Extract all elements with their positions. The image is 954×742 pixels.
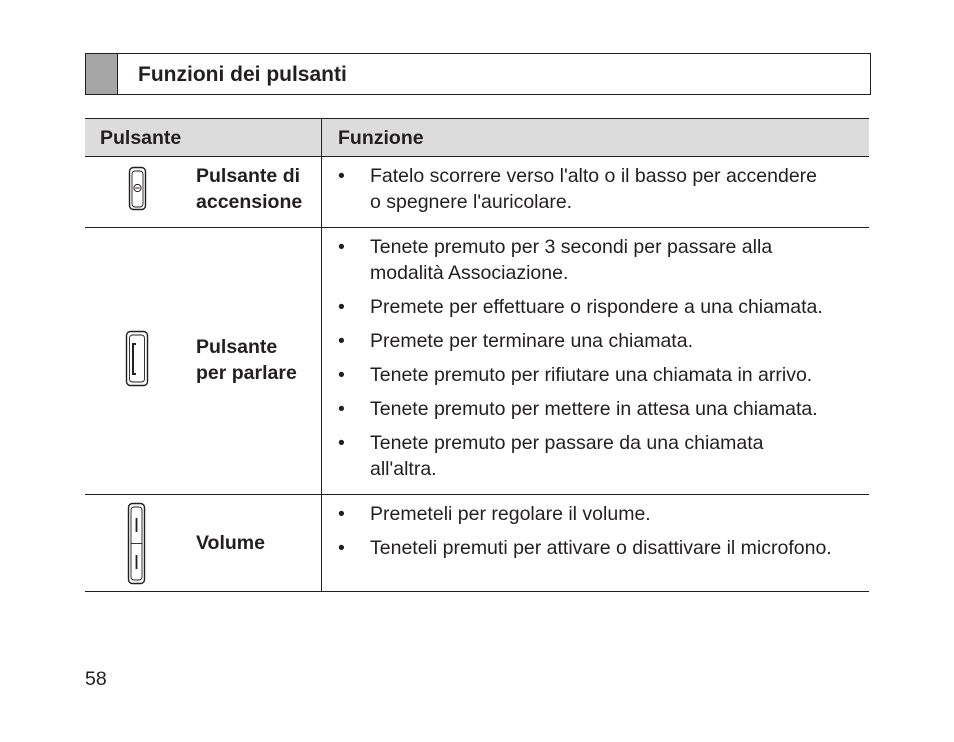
list-item bbox=[338, 163, 865, 215]
list-item bbox=[338, 430, 865, 482]
bullet: • bbox=[338, 236, 345, 258]
button-name-line: Pulsante bbox=[196, 336, 278, 358]
column-header-button: Pulsante bbox=[85, 119, 322, 157]
buttons-table bbox=[85, 118, 869, 592]
button-name-line: per parlare bbox=[196, 362, 297, 384]
button-name bbox=[196, 163, 302, 215]
button-name-line: Volume bbox=[196, 532, 265, 554]
button-name bbox=[196, 530, 265, 556]
list-item bbox=[338, 362, 865, 388]
section-title: Funzioni dei pulsanti bbox=[138, 63, 347, 86]
item-line: Tenete premuto per passare da una chiamata bbox=[370, 432, 764, 454]
bullet: • bbox=[338, 432, 345, 454]
function-cell bbox=[322, 228, 870, 495]
button-cell bbox=[85, 228, 322, 495]
page-number: 58 bbox=[85, 668, 107, 690]
list-item bbox=[338, 535, 865, 561]
button-name bbox=[196, 334, 297, 386]
function-list bbox=[338, 163, 865, 215]
section-marker bbox=[86, 54, 118, 94]
function-cell bbox=[322, 495, 870, 592]
function-list bbox=[338, 501, 865, 561]
list-item bbox=[338, 294, 865, 320]
bullet: • bbox=[338, 296, 345, 318]
button-cell bbox=[85, 157, 322, 228]
bullet: • bbox=[338, 364, 345, 386]
item-line: Premete per effettuare o rispondere a una chiamata. bbox=[370, 296, 823, 318]
item-line: Fatelo scorrere verso l'alto o il basso per accendere bbox=[370, 165, 818, 187]
function-cell bbox=[322, 157, 870, 228]
list-item bbox=[338, 328, 865, 354]
item-line: Tenete premuto per 3 secondi per passare alla bbox=[370, 236, 773, 258]
item-line: Premete per terminare una chiamata. bbox=[370, 330, 693, 352]
item-line: Teneteli premuti per attivare o disattivare il microfono. bbox=[370, 537, 832, 559]
item-line: modalità Associazione. bbox=[370, 262, 569, 284]
button-name-line: Pulsante di bbox=[196, 165, 301, 187]
bullet: • bbox=[338, 503, 345, 525]
button-name-line: accensione bbox=[196, 191, 303, 213]
table-row-power bbox=[85, 157, 869, 228]
item-line: o spegnere l'auricolare. bbox=[370, 191, 573, 213]
item-line: all'altra. bbox=[370, 458, 437, 480]
power-switch-icon bbox=[128, 166, 150, 212]
button-cell bbox=[85, 495, 322, 592]
table-row-volume bbox=[85, 495, 869, 592]
list-item bbox=[338, 396, 865, 422]
item-line: Tenete premuto per mettere in attesa una chiamata. bbox=[370, 398, 818, 420]
list-item bbox=[338, 234, 865, 286]
table-header-row bbox=[85, 119, 869, 157]
volume-button-icon bbox=[127, 502, 149, 586]
table-row-talk bbox=[85, 228, 869, 495]
section-header bbox=[85, 53, 871, 95]
talk-button-icon bbox=[125, 330, 151, 388]
bullet: • bbox=[338, 165, 345, 187]
bullet: • bbox=[338, 398, 345, 420]
item-line: Tenete premuto per rifiutare una chiamata in arrivo. bbox=[370, 364, 813, 386]
bullet: • bbox=[338, 330, 345, 352]
item-line: Premeteli per regolare il volume. bbox=[370, 503, 651, 525]
function-list bbox=[338, 234, 865, 482]
list-item bbox=[338, 501, 865, 527]
bullet: • bbox=[338, 537, 345, 559]
column-header-function: Funzione bbox=[322, 119, 870, 157]
